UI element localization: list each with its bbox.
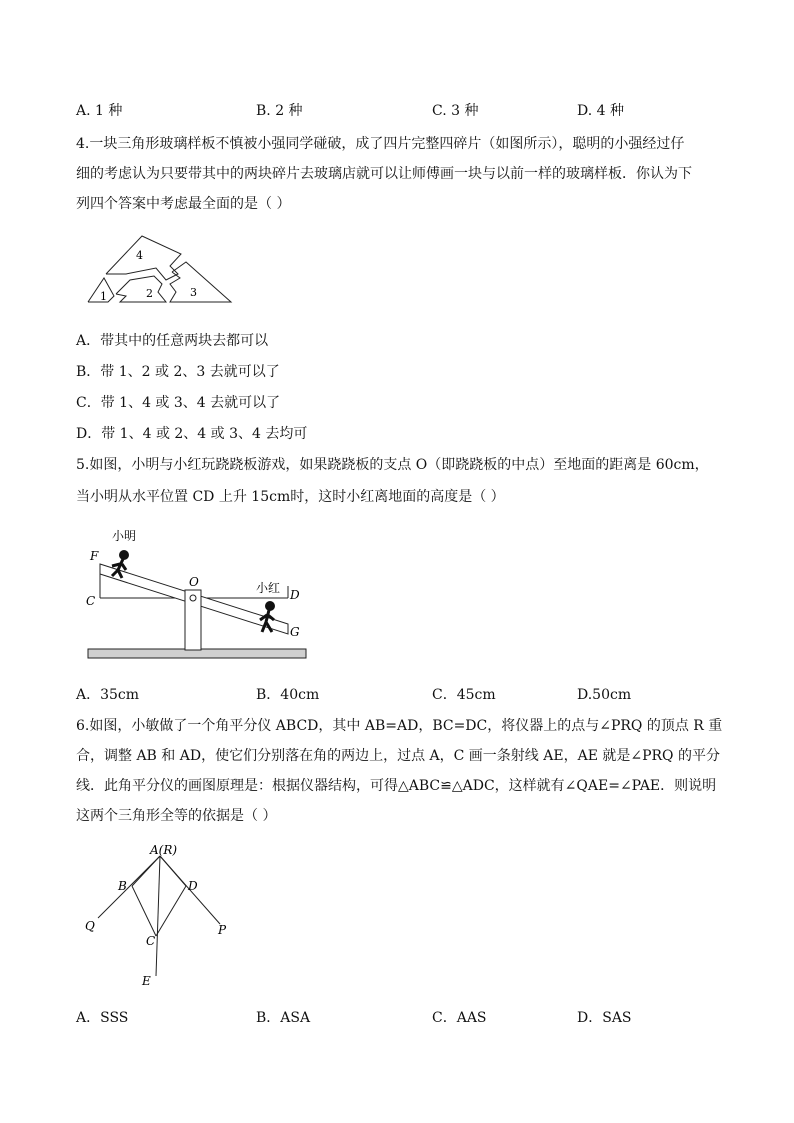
q4-stem-line-2: 细的考虑认为只要带其中的两块碎片去玻璃店就可以让师傅画一块与以前一样的玻璃样板．你认为下 — [76, 166, 692, 182]
q5-option-d: D.50cm — [577, 687, 632, 703]
xiaoming-label: 小明 — [112, 529, 137, 543]
q3-option-d: D. 4 种 — [577, 103, 624, 119]
q4-option-c: C．带 1、4 或 3、4 去就可以了 — [76, 395, 281, 411]
piece-2-label: 2 — [146, 287, 153, 300]
xiaohong-label: 小红 — [256, 581, 281, 595]
q3-option-a: A. 1 种 — [76, 103, 123, 119]
point-o-label: O — [189, 575, 199, 589]
q6-option-d: D．SAS — [577, 1010, 632, 1026]
q4-stem-line-3: 列四个答案中考虑最全面的是（ ） — [76, 196, 291, 212]
q5-option-b: B．40cm — [256, 687, 320, 703]
q4-option-b: B．带 1、2 或 2、3 去就可以了 — [76, 364, 280, 380]
point-a-label: A(R) — [150, 843, 178, 857]
angle-bisector-figure — [80, 840, 250, 990]
piece-1-label: 1 — [100, 290, 107, 303]
q5-option-c: C．45cm — [432, 687, 496, 703]
point-p-label: P — [218, 923, 227, 937]
q6-stem-line-2: 合，调整 AB 和 AD，使它们分别落在角的两边上，过点 A，C 画一条射线 AE，AE 就是∠PRQ 的平分 — [76, 748, 720, 764]
seesaw-figure — [86, 526, 310, 662]
point-f-label: F — [90, 549, 99, 563]
q5-stem-line-2: 当小明从水平位置 CD 上升 15cm时，这时小红离地面的高度是（ ） — [76, 489, 505, 505]
q6-option-a: A．SSS — [76, 1010, 129, 1026]
broken-glass-figure — [86, 232, 236, 308]
point-e-label: E — [142, 974, 151, 988]
point-c-label: C — [146, 934, 156, 948]
q4-option-a: A．带其中的任意两块去都可以 — [76, 333, 269, 349]
q5-option-a: A．35cm — [76, 687, 140, 703]
q4-option-d: D．带 1、4 或 2、4 或 3、4 去均可 — [76, 426, 308, 442]
q6-stem-line-3: 线．此角平分仪的画图原理是：根据仪器结构，可得△ABC≌△ADC，这样就有∠QAE=∠PAE．则说明 — [76, 778, 717, 794]
q6-stem-line-4: 这两个三角形全等的依据是（ ） — [76, 808, 277, 824]
q6-stem-line-1: 6.如图，小敏做了一个角平分仪 ABCD，其中 AB=AD，BC=DC，将仪器上的点与∠PRQ 的顶点 R 重 — [76, 718, 723, 734]
point-g-label: G — [290, 625, 300, 639]
point-c-label: C — [86, 594, 96, 608]
q6-option-c: C．AAS — [432, 1010, 487, 1026]
q5-stem-line-1: 5.如图，小明与小红玩跷跷板游戏，如果跷跷板的支点 O（即跷跷板的中点）至地面的距离是 60cm， — [76, 457, 709, 473]
q6-option-b: B．ASA — [256, 1010, 311, 1026]
piece-3-label: 3 — [190, 286, 197, 299]
piece-4-label: 4 — [136, 249, 143, 262]
q4-stem-line-1: 4.一块三角形玻璃样板不慎被小强同学碰破，成了四片完整四碎片（如图所示），聪明的小强经过仔 — [76, 136, 685, 152]
q3-option-c: C. 3 种 — [432, 103, 479, 119]
point-d-label: D — [290, 588, 300, 602]
point-q-label: Q — [85, 919, 95, 933]
point-b-label: B — [118, 879, 127, 893]
point-d-label: D — [188, 879, 198, 893]
q3-option-b: B. 2 种 — [256, 103, 303, 119]
